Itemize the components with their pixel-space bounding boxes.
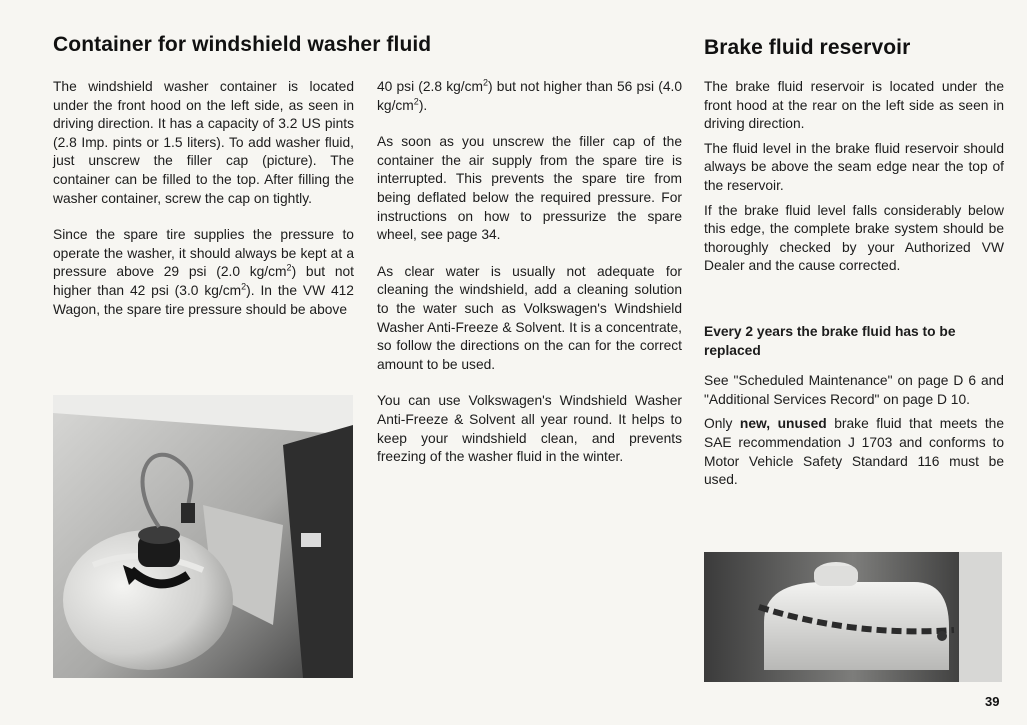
paragraph-maintenance-reference: See "Scheduled Maintenance" on page D 6 and "Additional Services Record" on page D 10. <box>704 373 1004 407</box>
subheading-replace-fluid: Every 2 years the brake fluid has to be replaced <box>704 323 956 358</box>
column-2 <box>377 78 682 467</box>
paragraph-fluid-level: The fluid level in the brake fluid reservoir should always be above the seam edge near the top of the reservoir. <box>704 140 1004 193</box>
superscript: 2 <box>483 77 489 88</box>
paragraph-spare-tire-pressure: Since the spare tire supplies the pressure to operate the washer, it should always be kept at a pressure above 29 psi (2.0 $kg/cm^2$) but not higher than 42 psi (3.0 $kg/cm^2$). In the VW 412 Wagon, the spare tire pressure should be above <box>53 227 354 317</box>
paragraph-cleaning-solution: As clear water is usually not adequate for cleaning the windshield, add a cleaning solution to the water such as Volkswagen's Windshield Washer Anti-Freeze & Solvent. It is a concentrate, so follow the directions on the can for the correct amount to be used. <box>377 263 682 372</box>
washer-container-photo <box>53 395 353 678</box>
column-3 <box>704 78 1004 490</box>
brake-reservoir-photo <box>704 552 1002 682</box>
heading-brake-reservoir: Brake fluid reservoir <box>704 36 911 59</box>
superscript: 2 <box>286 262 292 273</box>
page-number: 39 <box>985 694 1000 709</box>
paragraph-level-falls: If the brake fluid level falls considerably below this edge, the complete brake system should be thoroughly checked by your Authorized VW Dealer and the cause corrected. <box>704 202 1004 274</box>
column-1 <box>53 78 354 319</box>
superscript: 2 <box>413 96 419 106</box>
paragraph-washer-location: The windshield washer container is located under the front hood on the left side, as seen in driving direction. It has a capacity of 3.2 US pints (2.8 Imp. pints or 1.5 liters). To add washer fluid, just unscrew the filler cap (picture). The container can be filled to the top. After filling the washer container, screw the cap on tightly. <box>53 79 354 206</box>
paragraph-unused-fluid: Only new, unused brake fluid that meets the SAE recommendation J 1703 and conforms to Motor Vehicle Safety Standard 116 must be used. <box>704 416 1004 488</box>
heading-washer-container: Container for windshield washer fluid <box>53 33 432 56</box>
paragraph-wagon-pressure: 40 psi (2.8 $kg/cm^2$) but not higher than 56 psi (4.0 $kg/cm^2$). <box>377 77 683 113</box>
paragraph-reservoir-location: The brake fluid reservoir is located under the front hood at the rear on the left side as seen in driving direction. <box>704 79 1004 132</box>
paragraph-anti-freeze: You can use Volkswagen's Windshield Washer Anti-Freeze & Solvent all year round. It helps to keep your windshield clean, and prevents freezing of the washer fluid in the winter. <box>377 393 682 465</box>
paragraph-filler-cap: As soon as you unscrew the filler cap of the container the air supply from the spare tire is interrupted. This prevents the spare tire from being deflated below the required pressure. For instructions on how to pressurize the spare wheel, see page 34. <box>377 134 682 243</box>
superscript: 2 <box>241 281 247 292</box>
